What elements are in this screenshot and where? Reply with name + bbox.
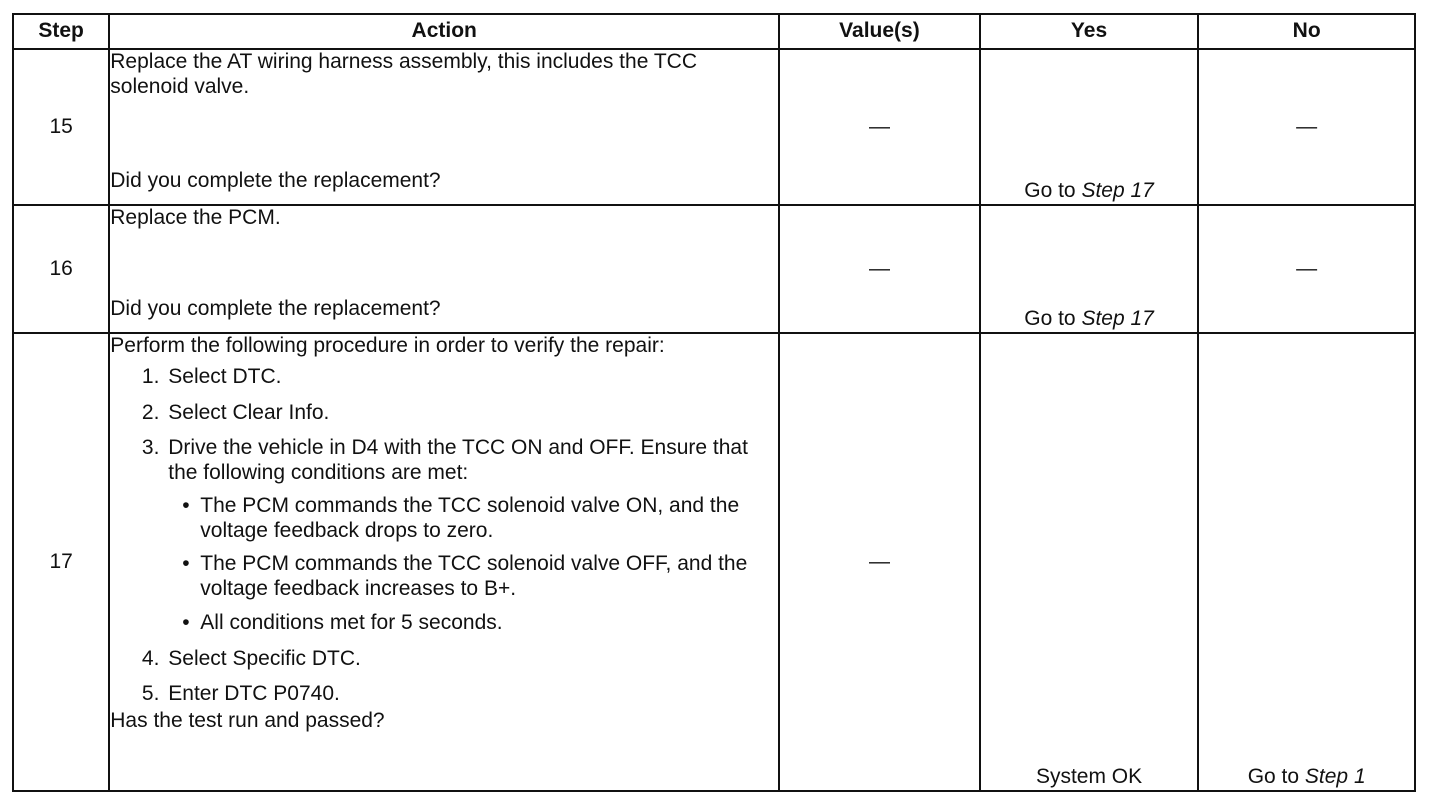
action-intro: Perform the following procedure in order to verify the repair: [110,334,665,357]
action-text: Replace the PCM. [110,206,281,229]
procedure-step [165,436,778,635]
yes-cell [980,205,1199,333]
conditions-list [168,494,778,636]
header-no: No [1198,14,1415,49]
no-prefix: Go to [1247,765,1305,789]
table-row [13,333,1415,791]
yes-prefix: Go to [1024,307,1082,331]
value-dash: — [868,114,890,138]
no-cell [1198,205,1415,333]
diagnostic-table [12,13,1416,792]
yes-prefix: Go to [1024,179,1082,203]
procedure-step-text: Drive the vehicle in D4 with the TCC ON and OFF. Ensure that the following conditions are met: [168,436,748,485]
value-cell [779,333,980,791]
procedure-list [110,365,778,707]
no-step-link[interactable]: Step 1 [1304,765,1366,789]
condition-item: • All conditions met for 5 seconds. [200,611,778,636]
no-cell [1198,333,1415,791]
yes-step-link[interactable]: Step 17 [1081,179,1154,203]
procedure-step [165,647,778,672]
value-dash: — [868,549,890,573]
header-step: Step [13,14,109,49]
procedure-step [165,401,778,426]
table-row [13,49,1415,205]
procedure-step-text: Select DTC. [168,364,282,388]
condition-item: • The PCM commands the TCC solenoid valve ON, and the voltage feedback drops to zero. [200,494,778,544]
action-cell [109,333,779,791]
procedure-step-text: Select Clear Info. [168,400,330,424]
procedure-step-text: Enter DTC P0740. [168,682,340,706]
procedure-step-text: Select Specific DTC. [168,646,361,670]
table-row [13,205,1415,333]
action-question: Did you complete the replacement? [110,169,441,193]
value-dash: — [868,256,890,280]
value-cell [779,205,980,333]
procedure-step [165,682,778,707]
yes-step-link[interactable]: Step 17 [1081,307,1154,331]
procedure-step [165,365,778,390]
no-dash: — [1296,114,1318,138]
action-question: Has the test run and passed? [110,709,385,733]
step-number: 15 [13,49,109,205]
yes-cell [980,49,1199,205]
header-row [13,14,1415,49]
no-dash: — [1296,256,1318,280]
yes-cell [980,333,1199,791]
action-question: Did you complete the replacement? [110,297,441,321]
step-number: 17 [13,333,109,791]
action-cell [109,205,779,333]
no-cell [1198,49,1415,205]
header-action: Action [109,14,779,49]
yes-result: System OK [1035,765,1143,789]
header-yes: Yes [980,14,1199,49]
action-cell [109,49,779,205]
value-cell [779,49,980,205]
action-text: Replace the AT wiring harness assembly, this includes the TCC solenoid valve. [110,50,697,98]
condition-item: • The PCM commands the TCC solenoid valve OFF, and the voltage feedback increases to B+. [200,552,778,602]
step-number: 16 [13,205,109,333]
header-values: Value(s) [779,14,980,49]
